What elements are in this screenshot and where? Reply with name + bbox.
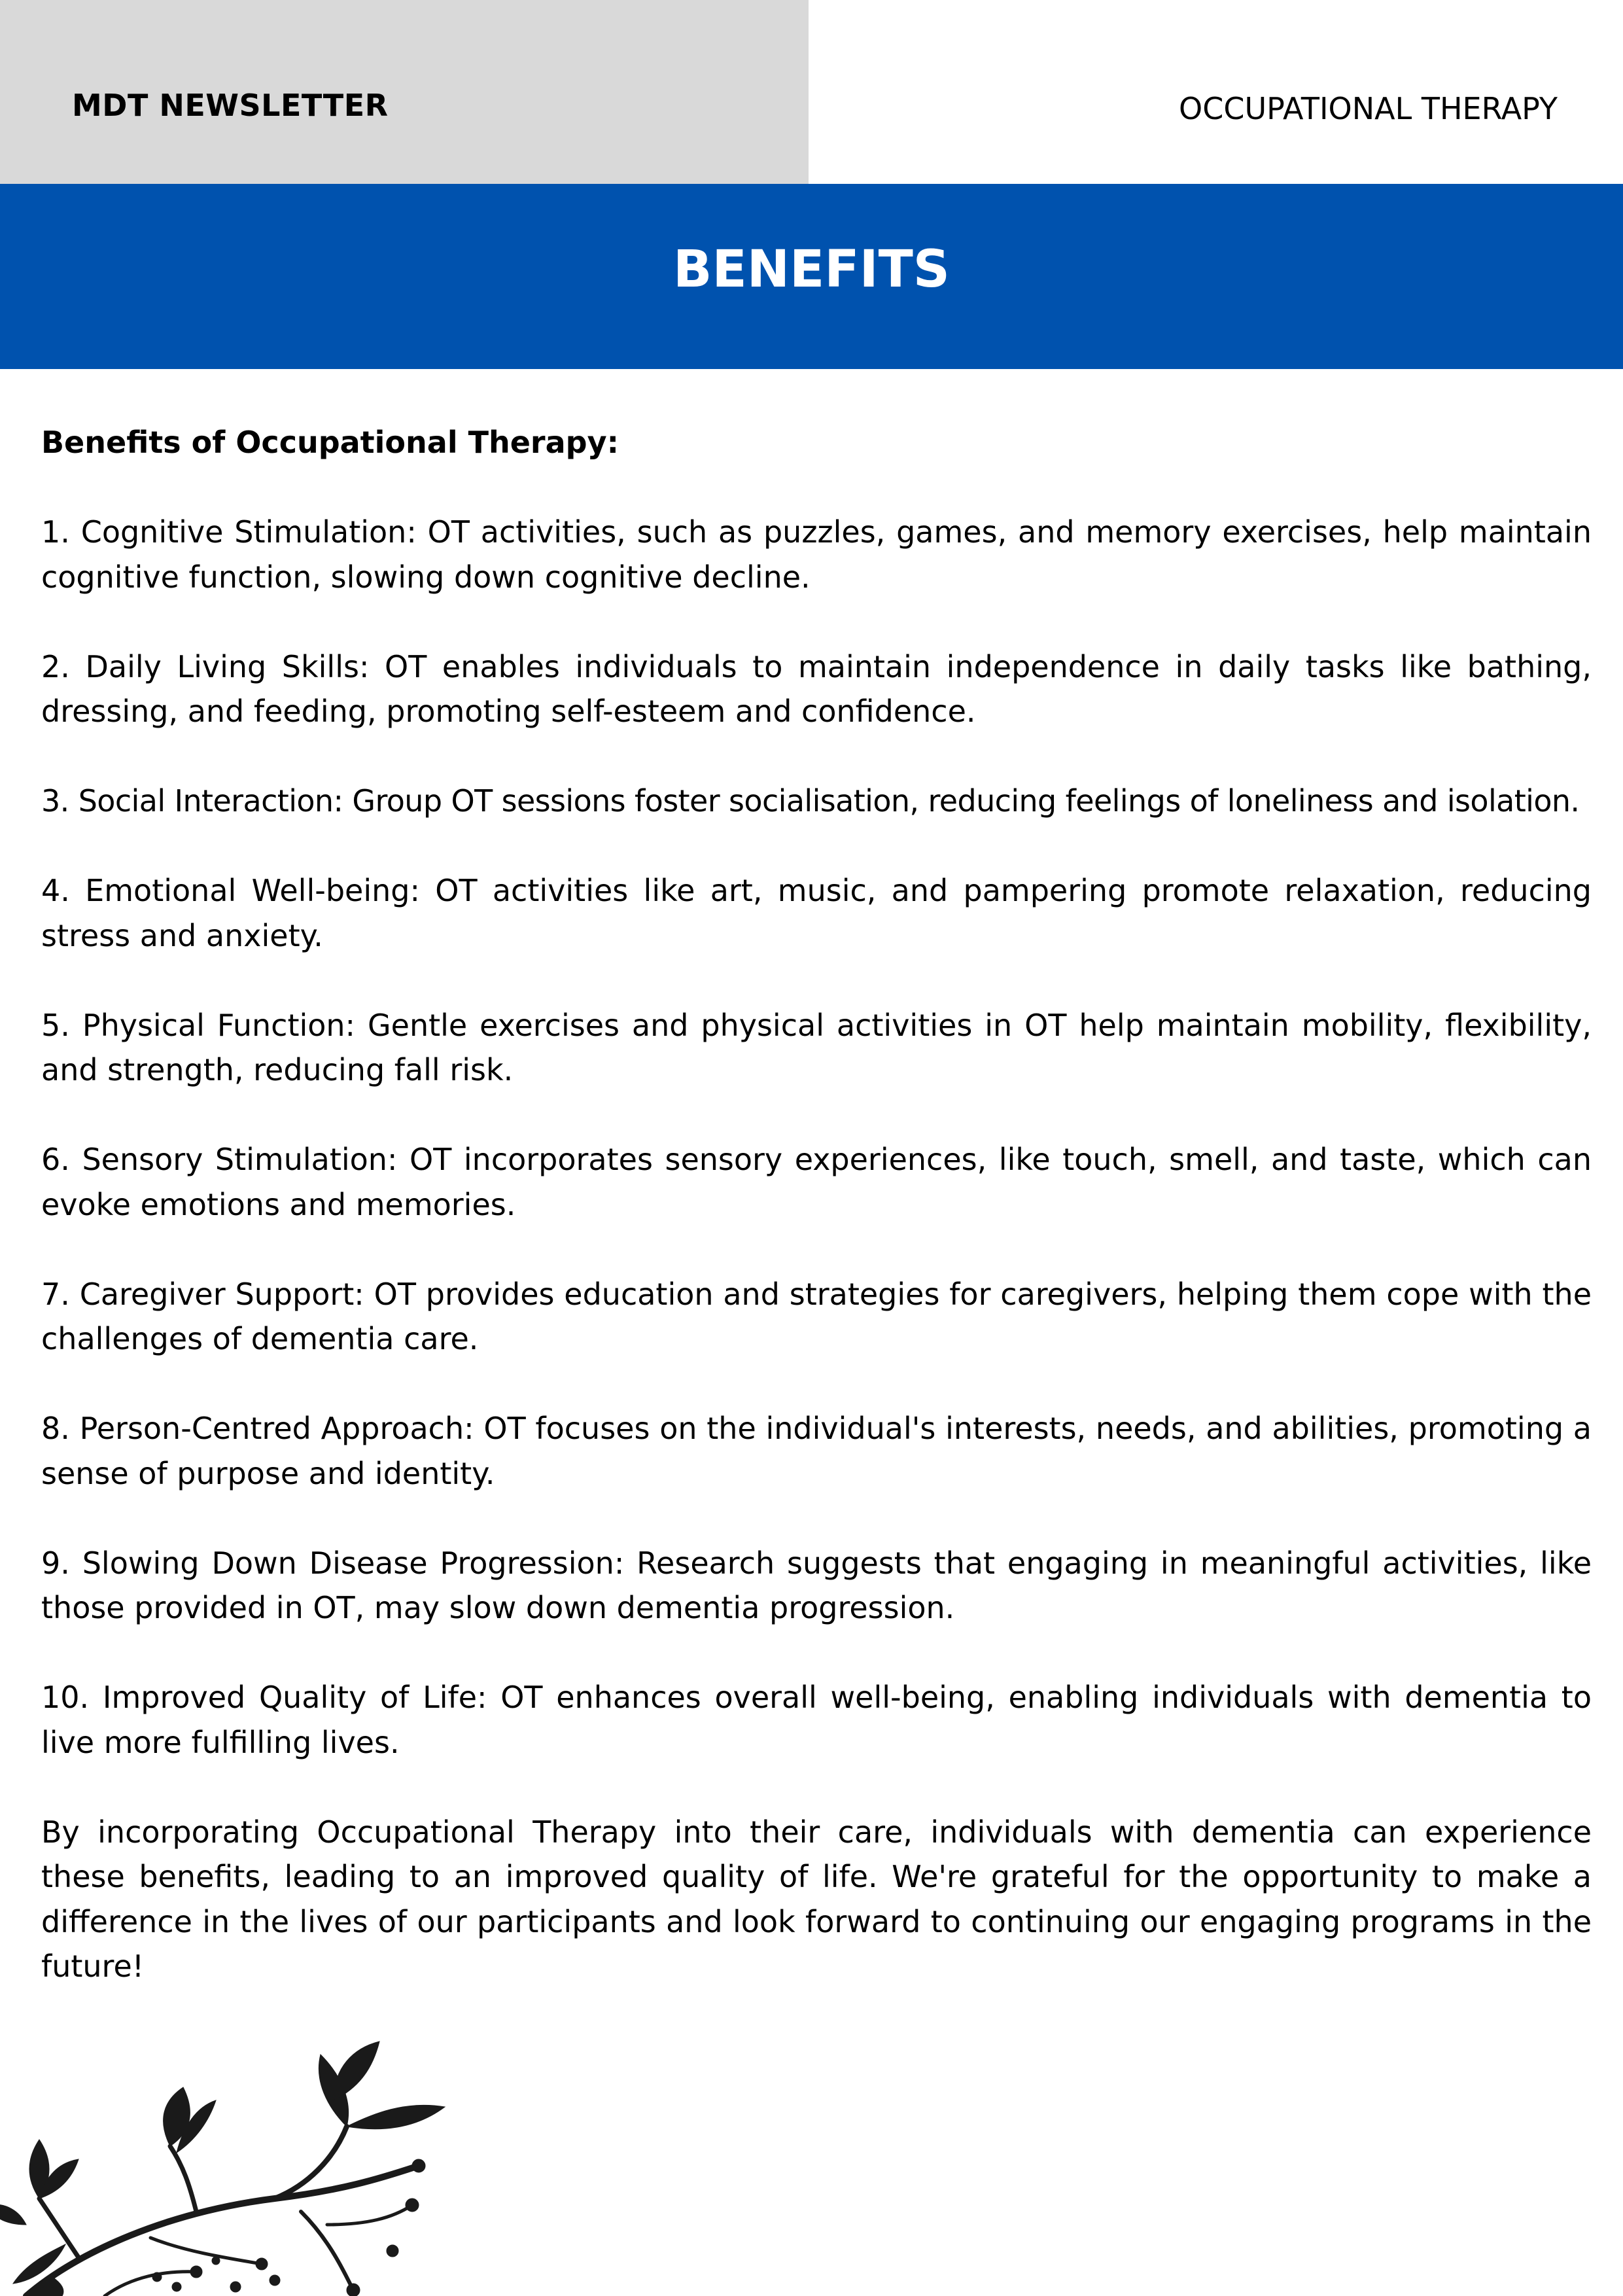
intro-heading: Benefits of Occupational Therapy: [41,425,619,460]
benefit-item: 6. Sensory Stimulation: OT incorporates sensory experiences, like touch, smell, and taste, which can evoke emotions and memories. [41,1142,1592,1222]
header-left-panel [0,0,809,184]
benefit-item: 8. Person-Centred Approach: OT focuses on the individual's interests, needs, and abilities, promoting a sense of purpose and identity. [41,1411,1592,1491]
benefit-item: 9. Slowing Down Disease Progression: Research suggests that engaging in meaningful activities, like those provided in OT, may slow down dementia progression. [41,1545,1592,1625]
banner-title: BENEFITS [673,240,950,299]
section-title: OCCUPATIONAL THERAPY [1179,91,1558,126]
benefits-banner [0,184,1623,369]
benefit-item: 5. Physical Function: Gentle exercises and physical activities in OT help maintain mobility, flexibility, and strength, reducing fall risk. [41,1007,1592,1087]
leafy-branch-icon [0,2028,458,2296]
article-body [41,420,1592,2034]
benefit-item: 7. Caregiver Support: OT provides education and strategies for caregivers, helping them cope with the challenges of dementia care. [41,1276,1592,1356]
header-right-panel [809,0,1623,184]
benefit-item: 3. Social Interaction: Group OT sessions foster socialisation, reducing feelings of loneliness and isolation. [41,783,1580,819]
closing-paragraph: By incorporating Occupational Therapy into their care, individuals with dementia can experience these benefits, leading to an improved quality of life. We're grateful for the opportunity to make a difference in the lives of our participants and look forward to continuing our engaging programs in the future! [41,1814,1592,1984]
benefit-item: 4. Emotional Well-being: OT activities like art, music, and pampering promote relaxation, reducing stress and anxiety. [41,873,1592,953]
benefit-item: 2. Daily Living Skills: OT enables individuals to maintain independence in daily tasks like bathing, dressing, and feeding, promoting self-esteem and confidence. [41,648,1592,729]
benefit-item: 1. Cognitive Stimulation: OT activities, such as puzzles, games, and memory exercises, help maintain cognitive function, slowing down cognitive decline. [41,514,1592,595]
benefit-item: 10. Improved Quality of Life: OT enhances overall well-being, enabling individuals with dementia to live more fulfilling lives. [41,1680,1592,1760]
newsletter-title: MDT NEWSLETTER [72,88,389,123]
